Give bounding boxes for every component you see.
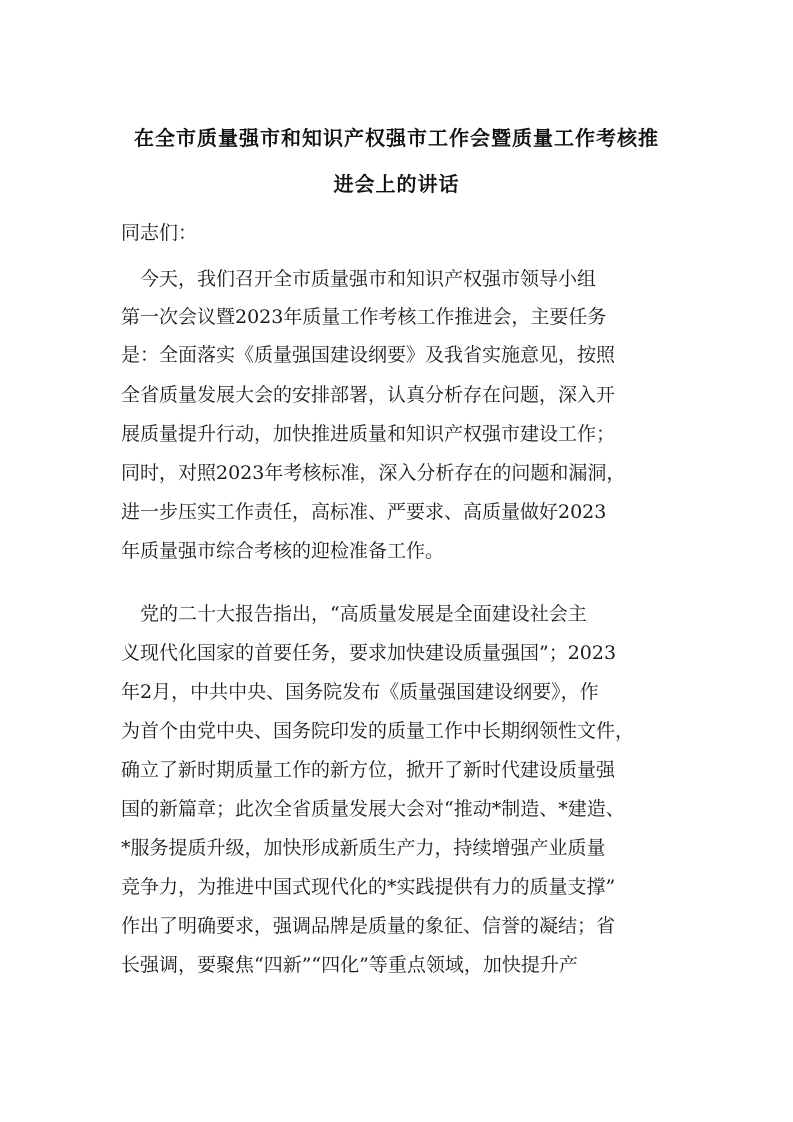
body-line: *服务提质升级，加快形成新质生产力，持续增强产业质量 <box>121 837 606 859</box>
body-line: 义现代化国家的首要任务，要求加快建设质量强国”；2023 <box>121 642 617 664</box>
body-line: 竞争力，为推进中国式现代化的*实践提供有力的质量支撑” <box>121 876 616 898</box>
body-line: 进一步压实工作责任，高标准、严要求、高质量做好2023 <box>121 501 607 523</box>
body-line: 确立了新时期质量工作的新方位，掀开了新时代建设质量强 <box>121 759 616 781</box>
body-line: 今天，我们召开全市质量强市和知识产权强市领导小组 <box>121 268 597 290</box>
body-line: 为首个由党中央、国务院印发的质量工作中长期纲领性文件， <box>121 720 635 742</box>
body-line: 长强调，要聚焦“四新”“四化”等重点领域，加快提升产 <box>121 954 578 976</box>
body-line: 国的新篇章；此次全省质量发展大会对“推动*制造、*建造、 <box>121 798 625 820</box>
body-line: 第一次会议暨2023年质量工作考核工作推进会，主要任务 <box>121 306 607 328</box>
document-title-line-2: 进会上的讲话 <box>333 172 460 196</box>
body-line: 是：全面落实《质量强国建设纲要》及我省实施意见，按照 <box>121 344 616 366</box>
document-title-line-1: 在全市质量强市和知识产权强市工作会暨质量工作考核推 <box>134 126 659 150</box>
body-line: 年质量强市综合考核的迎检准备工作。 <box>121 540 445 562</box>
body-line: 作出了明确要求，强调品牌是质量的象征、信誉的凝结；省 <box>121 915 616 937</box>
body-line: 同时，对照2023年考核标准，深入分析存在的问题和漏洞， <box>121 462 626 484</box>
salutation: 同志们： <box>121 222 198 244</box>
body-line: 全省质量发展大会的安排部署，认真分析存在问题，深入开 <box>121 384 616 406</box>
body-line: 党的二十大报告指出，“高质量发展是全面建设社会主 <box>121 603 587 625</box>
body-line: 年2月，中共中央、国务院发布《质量强国建设纲要》，作 <box>121 681 599 703</box>
body-line: 展质量提升行动，加快推进质量和知识产权强市建设工作； <box>121 423 616 445</box>
